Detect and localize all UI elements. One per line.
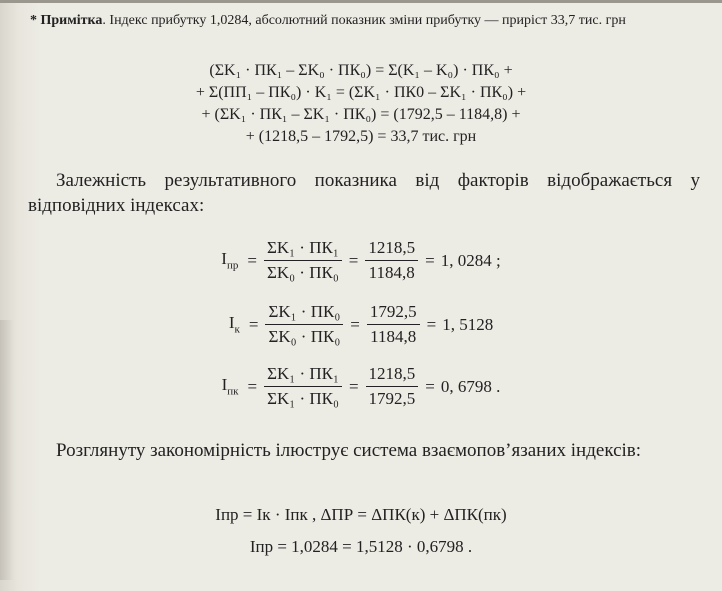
fraction-symbolic: $\frac{\text{ΣK₁ · ПК₁}}{\text{ΣK₀ · ПК₀}}$ xyxy=(264,238,342,283)
top-rule xyxy=(0,0,722,3)
fraction-numeric: $\frac{1218,5}{1792,5}$ xyxy=(366,364,419,409)
equation-line-3: + (ΣK₁ · ПК₁ – ΣK₁ · ПК₀) = (1792,5 – 1184,8) + xyxy=(201,106,521,123)
formula-result: 1, 0284 ; xyxy=(440,250,501,270)
footnote-text: . Індекс прибутку 1,0284, абсолютний показник зміни прибутку — приріст 33,7 тис. грн xyxy=(102,13,626,28)
system-line-1: Iпр = Iк · Iпк , ΔПР = ΔПК(к) + ΔПК(пк) xyxy=(215,505,507,524)
footnote xyxy=(30,12,700,30)
formula-result: 1, 5128 xyxy=(442,314,494,334)
equation-line-1: (ΣK₁ · ПК₁ – ΣK₀ · ПК₀) = Σ(K₁ – K₀) · ПК₀ + xyxy=(209,62,513,79)
formula-lhs: $I_{пр}$ xyxy=(221,249,239,272)
footnote-label: * Примітка xyxy=(30,13,103,28)
equation-line-4: + (1218,5 – 1792,5) = 33,7 тис. грн xyxy=(245,128,477,145)
paragraph-system: Розглянуту закономірність ілюструє система взаємопов’язаних індексів: xyxy=(56,440,642,461)
formula-lhs: $I_{пк}$ xyxy=(221,375,239,398)
formula-index-k: $I_к$ = $\frac{\text{ΣK₁ · ПК₀}}{\text{ΣK₀ · ПК₀}}$ = $\frac{1792,5}{1184,8}$ = 1, 5128 xyxy=(228,302,494,346)
formula-index-pk: $I_{пк}$ = $\frac{\text{ΣK₁ · ПК₁}}{\text{ΣK₁ · ПК₀}}$ = $\frac{1218,5}{1792,5}$ = 0, 6798 . xyxy=(221,364,501,408)
formula-result: 0, 6798 . xyxy=(440,376,501,396)
system-line-2: Iпр = 1,0284 = 1,5128 · 0,6798 . xyxy=(249,537,473,556)
fraction-symbolic: $\frac{\text{ΣK₁ · ПК₁}}{\text{ΣK₁ · ПК₀}}$ xyxy=(264,364,342,409)
formula-index-profit: $I_{пр}$ = $\frac{\text{ΣK₁ · ПК₁}}{\text{ΣK₀ · ПК₀}}$ = $\frac{1218,5}{1184,8}$ = 1, 0284 ; xyxy=(221,238,501,282)
fraction-numeric: $\frac{1218,5}{1184,8}$ xyxy=(365,238,418,283)
paragraph-factors: Залежність результативного показника від факторів відображається у відповідних індексах: xyxy=(28,170,700,216)
formula-lhs: $I_к$ xyxy=(228,313,240,336)
equation-line-2: + Σ(ПП₁ – ПК₀) · K₁ = (ΣK₁ · ПК0 – ΣK₁ · ПК₀) + xyxy=(195,84,527,101)
fraction-symbolic: $\frac{\text{ΣK₁ · ПК₀}}{\text{ΣK₀ · ПК₀}}$ xyxy=(265,302,343,347)
fraction-numeric: $\frac{1792,5}{1184,8}$ xyxy=(367,302,420,347)
